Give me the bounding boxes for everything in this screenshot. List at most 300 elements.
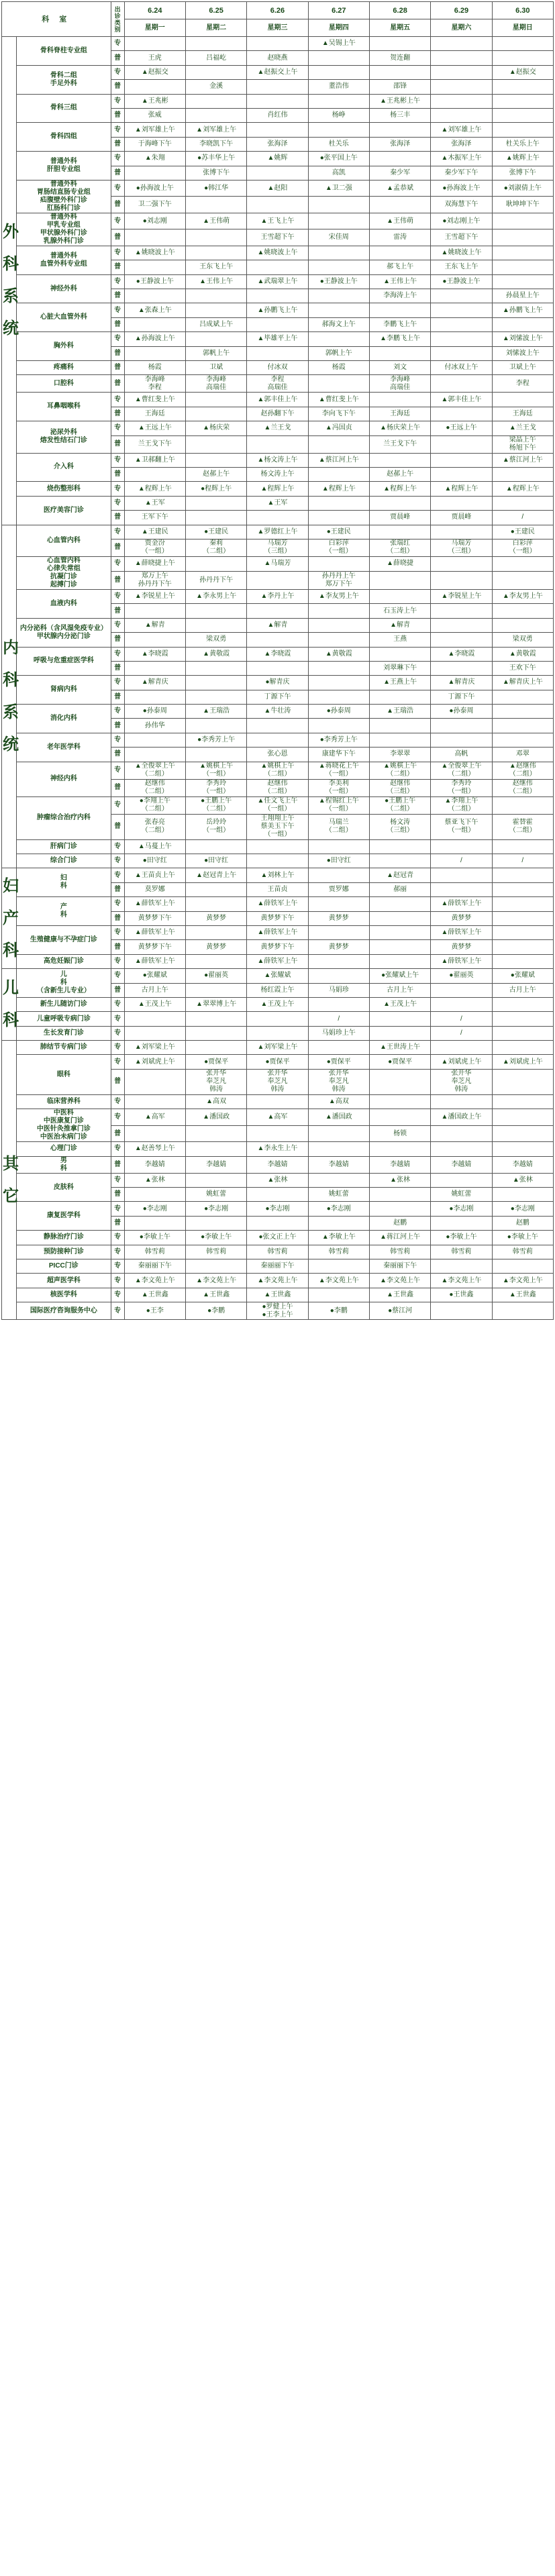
doctor-cell [124,289,185,303]
doctor-cell [431,65,492,79]
department-name: 心脏大血管外科 [17,303,111,332]
weekday-cell: 星期二 [185,19,246,37]
doctor-cell: ▲卫郝翻上午 [124,453,185,467]
schedule-row [2,969,554,983]
doctor-cell: ▲李锐星上午 [431,589,492,603]
doctor-cell: 王虎 [124,51,185,65]
doctor-cell: ▲王苗贞上午 [124,868,185,882]
doctor-cell: 梁双勇 [492,633,553,647]
doctor-cell [369,393,430,407]
doctor-cell [369,37,430,51]
doctor-cell: ▲王世鑫 [369,1288,430,1302]
doctor-cell: 古月上午 [369,983,430,997]
doctor-cell: ▲全俊翠上午 （二组） [124,762,185,779]
schedule-row [2,897,554,911]
department-name: 产 科 [17,897,111,926]
doctor-cell: 李鹏飞上午 [369,317,430,331]
doctor-cell [185,1012,246,1026]
doctor-cell: 王雪超下午 [431,229,492,246]
doctor-cell [185,246,246,260]
doctor-cell: ▲王伟萌 [369,213,430,229]
doctor-cell: 霍替霍 （二组） [492,814,553,839]
doctor-cell [492,393,553,407]
doctor-cell [369,940,430,954]
doctor-cell: 赵郝上午 [185,467,246,481]
doctor-cell [247,511,308,525]
visit-type-cell: 普 [111,197,124,213]
doctor-cell: 耿坤坤下午 [492,197,553,213]
visit-type-cell: 普 [111,633,124,647]
schedule-row [2,839,554,854]
doctor-cell: 韩雪莉 [185,1245,246,1259]
doctor-cell: ●张耀斌 [124,969,185,983]
department-name: 肝病门诊 [17,839,111,854]
doctor-cell: 杨文涛 （三组） [369,814,430,839]
doctor-cell [124,37,185,51]
doctor-cell [185,1216,246,1230]
doctor-cell: 吕成斌上午 [185,317,246,331]
department-name: 骨科脊柱专业组 [17,37,111,66]
doctor-cell: 马瑞芳 （三组） [247,539,308,556]
doctor-cell: 李海峰 高瑞佳 [369,375,430,393]
doctor-cell: ▲赵继伟 （二组） [492,762,553,779]
doctor-cell: 李晓凯下午 [185,137,246,151]
doctor-cell: ▲薛铁军上午 [124,954,185,968]
doctor-cell: ●苏丰华上午 [185,152,246,166]
doctor-cell: 秦少军 [369,166,430,180]
doctor-cell: 刘文 [369,361,430,375]
doctor-cell: ▲张林 [124,1173,185,1187]
doctor-cell: 李越婧 [247,1156,308,1173]
doctor-cell: 黄梦梦 [185,940,246,954]
doctor-cell [308,1125,369,1142]
department-name: 血液内科 [17,589,111,618]
doctor-cell: ▲马瑞芳 [247,556,308,571]
doctor-cell: 刘翠琳下午 [369,661,430,675]
doctor-cell [308,1259,369,1274]
doctor-cell [492,260,553,274]
visit-type-cell: 专 [111,1109,124,1126]
doctor-cell: ●王静波上午 [308,274,369,289]
doctor-cell: ●李秀芳上午 [185,733,246,747]
doctor-cell: 金溪 [185,80,246,94]
date-cell: 6.28 [369,2,430,19]
doctor-cell: ▲王军 [247,496,308,510]
doctor-cell: ▲杨庆荣上午 [369,421,430,435]
doctor-cell [492,1142,553,1156]
doctor-cell: 张海泽 [247,137,308,151]
doctor-cell [369,65,430,79]
doctor-cell: ●李志刚 [247,1202,308,1216]
doctor-cell [431,983,492,997]
doctor-cell [185,37,246,51]
doctor-cell: ▲姚棋上午 （一组） [185,762,246,779]
doctor-cell: ●孙海波上午 [124,180,185,197]
doctor-cell: ▲李文苑上午 [185,1274,246,1288]
doctor-cell: ▲李晓霞 [431,647,492,661]
doctor-cell [247,197,308,213]
doctor-cell: ●李敏上午 [492,1231,553,1245]
doctor-cell [492,80,553,94]
doctor-cell [431,346,492,360]
doctor-cell: ●王远上午 [431,421,492,435]
doctor-cell [492,997,553,1011]
visit-type-cell: 专 [111,839,124,854]
visit-type-cell: 专 [111,1302,124,1320]
date-cell: 6.26 [247,2,308,19]
schedule-row [2,1288,554,1302]
visit-type-cell: 专 [111,1142,124,1156]
doctor-cell [492,868,553,882]
doctor-cell [308,1142,369,1156]
doctor-cell [247,1188,308,1202]
doctor-cell: ▲兰王戈 [247,421,308,435]
doctor-cell: 郝飞上午 [369,260,430,274]
visit-type-cell: 专 [111,37,124,51]
doctor-cell: ●刘志刚上午 [431,213,492,229]
doctor-cell [247,260,308,274]
department-name: 普通外科 血管外科专业组 [17,246,111,274]
doctor-cell: 姚虹蕾 [431,1188,492,1202]
doctor-cell [247,733,308,747]
doctor-cell [369,1188,430,1202]
doctor-cell: 马瑞芳 （三组） [431,539,492,556]
schedule-row [2,796,554,814]
visit-type-cell: 专 [111,676,124,690]
doctor-cell: 孙伟华 [124,719,185,733]
doctor-cell [369,897,430,911]
doctor-cell: 孙丹丹上午 郑万下午 [308,572,369,590]
doctor-cell [431,556,492,571]
doctor-cell: ▲姚棋上午 （二组） [247,762,308,779]
doctor-cell [124,633,185,647]
outpatient-schedule [0,1,555,2576]
doctor-cell: 孙晨星上午 [492,289,553,303]
doctor-cell [308,925,369,939]
doctor-cell: ▲王世鑫 [492,1288,553,1302]
doctor-cell [247,166,308,180]
visit-type-cell: 专 [111,65,124,79]
doctor-cell: 李越婧 [369,1156,430,1173]
doctor-cell: ●刘淑倩上午 [492,180,553,197]
doctor-cell: ▲程辉上午 [492,482,553,496]
date-cell: 6.27 [308,2,369,19]
doctor-cell [185,839,246,854]
doctor-cell: ●李志刚 [124,1202,185,1216]
doctor-cell: 黄梦梦 [308,940,369,954]
doctor-cell [185,618,246,632]
visit-type-cell: 普 [111,572,124,590]
department-name: 高危妊娠门诊 [17,954,111,968]
schedule-row [2,1094,554,1109]
doctor-cell: ▲李友男上午 [308,589,369,603]
doctor-cell [308,260,369,274]
doctor-cell: 李越婧 [308,1156,369,1173]
visit-type-cell: 专 [111,482,124,496]
doctor-cell [431,733,492,747]
doctor-cell: ▲冯国贞 [308,421,369,435]
schedule-row [2,482,554,496]
doctor-cell [492,1259,553,1274]
doctor-cell: 张海泽 [431,137,492,151]
doctor-cell: ▲刘愫波上午 [492,332,553,346]
doctor-cell [369,925,430,939]
doctor-cell: 李程 [492,375,553,393]
doctor-cell: 张海泽 [369,137,430,151]
doctor-cell [308,676,369,690]
schedule-row [2,1012,554,1026]
doctor-cell [247,1125,308,1142]
visit-type-cell: 普 [111,661,124,675]
doctor-cell [492,940,553,954]
doctor-cell [308,213,369,229]
department-name: 核医学科 [17,1288,111,1302]
doctor-cell: ▲程辉上午 [247,482,308,496]
doctor-cell: 李美利 （一组） [308,779,369,796]
date-row [2,2,554,19]
visit-type-cell: 普 [111,983,124,997]
schedule-row [2,733,554,747]
doctor-cell: ●贾保平 [308,1055,369,1069]
doctor-cell [247,94,308,108]
department-name: 预防接种门诊 [17,1245,111,1259]
doctor-cell [124,690,185,704]
department-name: 疼痛科 [17,361,111,375]
doctor-cell: ●李志刚 [308,1202,369,1216]
doctor-cell: ▲王远上午 [124,421,185,435]
doctor-cell: ▲赵冠青 [369,868,430,882]
schedule-row [2,1156,554,1173]
doctor-cell: 王军下午 [124,511,185,525]
doctor-cell: ●田守红 [185,854,246,868]
doctor-cell: ▲黄敬霞 [492,647,553,661]
doctor-cell: ▲蔡江河上午 [308,453,369,467]
doctor-cell: ▲程辉上午 [369,482,430,496]
doctor-cell [308,435,369,453]
doctor-cell: ▲吴锡上午 [308,37,369,51]
visit-type-cell: 专 [111,762,124,779]
doctor-cell [185,1125,246,1142]
visit-type-cell: 专 [111,152,124,166]
doctor-cell [369,1026,430,1040]
doctor-cell [431,37,492,51]
doctor-cell [369,1109,430,1126]
doctor-cell: 卫斌上午 [492,361,553,375]
visit-type-cell: 普 [111,51,124,65]
doctor-cell [431,661,492,675]
doctor-cell: 韩雪莉 [492,1245,553,1259]
doctor-cell [247,1012,308,1026]
doctor-cell [431,453,492,467]
visit-type-cell: 专 [111,868,124,882]
doctor-cell: ▲王世鑫 [124,1288,185,1302]
doctor-cell [369,1069,430,1094]
doctor-cell: ▲曹红斐上午 [124,393,185,407]
doctor-cell: ●王建民 [308,525,369,539]
category-label: 外 科 系 统 [2,37,17,525]
doctor-cell [492,274,553,289]
department-name: 生长发育门诊 [17,1026,111,1040]
doctor-cell [247,435,308,453]
schedule-row [2,393,554,407]
doctor-cell: ▲马蔓上午 [124,839,185,854]
doctor-cell: 高帆 [431,748,492,762]
doctor-cell: ▲潘国政 [308,1109,369,1126]
doctor-cell: ▲蒋晓花上午 （一组） [308,762,369,779]
visit-type-cell: 普 [111,1188,124,1202]
doctor-cell: ▲郭丰佳上午 [431,393,492,407]
doctor-cell: 秦莉 （二组） [185,539,246,556]
schedule-row [2,1173,554,1187]
doctor-cell [369,911,430,925]
doctor-cell [431,289,492,303]
doctor-cell [431,1142,492,1156]
doctor-cell [308,839,369,854]
doctor-cell: 赵郝上午 [369,467,430,481]
doctor-cell: ●王鹏上午 （二组） [369,796,430,814]
doctor-cell: ▲姚辉上午 [492,152,553,166]
visit-type-cell: 普 [111,317,124,331]
doctor-cell [369,733,430,747]
doctor-cell [492,556,553,571]
doctor-cell [185,1259,246,1274]
doctor-cell: 张威 [124,108,185,122]
doctor-cell: 秦丽丽下午 [247,1259,308,1274]
doctor-cell [431,604,492,618]
department-name: 心血管内科 [17,525,111,556]
doctor-cell [185,229,246,246]
doctor-cell [308,897,369,911]
doctor-cell: ●翟丽英 [185,969,246,983]
doctor-cell [185,407,246,421]
visit-type-cell: 专 [111,123,124,137]
schedule-row [2,421,554,435]
schedule-row [2,332,554,346]
doctor-cell: 王海廷 [124,407,185,421]
department-name: 心理门诊 [17,1142,111,1156]
doctor-cell: 贾罗娜 [308,882,369,896]
doctor-cell [431,839,492,854]
doctor-cell [431,1216,492,1230]
doctor-cell: ▲牛壮涛 [247,705,308,719]
doctor-cell [124,467,185,481]
doctor-cell [185,197,246,213]
doctor-cell [308,467,369,481]
visit-type-cell: 专 [111,1274,124,1288]
visit-type-cell: 普 [111,690,124,704]
doctor-cell [492,229,553,246]
doctor-cell [247,633,308,647]
doctor-cell: / [492,854,553,868]
visit-type-cell: 专 [111,1173,124,1187]
doctor-cell: ▲薛铁军上午 [124,925,185,939]
doctor-cell: 张瑞红 （二组） [369,539,430,556]
schedule-row [2,525,554,539]
department-name: 新生儿随访门诊 [17,997,111,1011]
visit-type-cell: 普 [111,80,124,94]
doctor-cell: ●王建民 [185,525,246,539]
department-name: 老年医学科 [17,733,111,762]
doctor-cell: ▲薛铁军上午 [247,925,308,939]
doctor-cell [431,1173,492,1187]
doctor-cell: ▲孟恭斌 [369,180,430,197]
doctor-cell: ●韩江华 [185,180,246,197]
doctor-cell: 赵鹏 [492,1216,553,1230]
visit-type-cell: 普 [111,137,124,151]
doctor-cell: ▲王伟萌 [185,213,246,229]
doctor-cell: ▲薛晓捷上午 [124,556,185,571]
schedule-row [2,997,554,1011]
doctor-cell [369,954,430,968]
department-name: 骨科三组 [17,94,111,123]
doctor-cell: ●田守红 [124,854,185,868]
doctor-cell: ●孙泰周 [124,705,185,719]
schedule-row [2,1302,554,1320]
visit-type-cell: 专 [111,274,124,289]
doctor-cell [185,1041,246,1055]
doctor-cell: 秦少军下午 [431,166,492,180]
doctor-cell [185,303,246,317]
doctor-cell [369,1202,430,1216]
doctor-cell: ▲解青庆 [431,676,492,690]
doctor-cell: ▲兰王戈 [492,421,553,435]
type-header: 出诊类别 [111,2,124,37]
doctor-cell [369,647,430,661]
doctor-cell: ▲高军 [124,1109,185,1126]
doctor-cell: ●王鹏上午 （二组） [185,796,246,814]
visit-type-cell: 普 [111,1156,124,1173]
doctor-cell: ●王静波上午 [431,274,492,289]
doctor-cell: 王雪超下午 [247,229,308,246]
doctor-cell [369,453,430,467]
visit-type-cell: 专 [111,421,124,435]
doctor-cell: ▲王茂上午 [124,997,185,1011]
doctor-cell [492,604,553,618]
doctor-cell [369,496,430,510]
doctor-cell [431,618,492,632]
doctor-cell [185,983,246,997]
category-label: 儿 科 [2,969,17,1041]
doctor-cell: 王苗贞 [247,882,308,896]
doctor-cell: 张博下午 [492,166,553,180]
doctor-cell: ●王李 [124,1302,185,1320]
doctor-cell [185,897,246,911]
visit-type-cell: 普 [111,748,124,762]
visit-type-cell: 专 [111,647,124,661]
doctor-cell: ▲王伟上午 [369,274,430,289]
doctor-cell [185,289,246,303]
department-name: 静脉治疗门诊 [17,1231,111,1245]
doctor-cell [492,705,553,719]
schedule-row [2,925,554,939]
doctor-cell [185,453,246,467]
doctor-cell [308,690,369,704]
doctor-cell [431,496,492,510]
doctor-cell: ●张耀斌上午 [369,969,430,983]
doctor-cell: 丁源下午 [247,690,308,704]
doctor-cell: ▲薛铁军上午 [247,897,308,911]
doctor-cell [308,556,369,571]
doctor-cell [247,719,308,733]
doctor-cell: 李秀玲 （一组） [185,779,246,796]
doctor-cell: ▲王世鑫 [247,1288,308,1302]
doctor-cell: ●李敏上午 [431,1231,492,1245]
doctor-cell [185,604,246,618]
department-name: 骨科四组 [17,123,111,152]
doctor-cell: ●田守红 [308,854,369,868]
doctor-cell: ▲刘林上午 [247,868,308,882]
schedule-row [2,868,554,882]
